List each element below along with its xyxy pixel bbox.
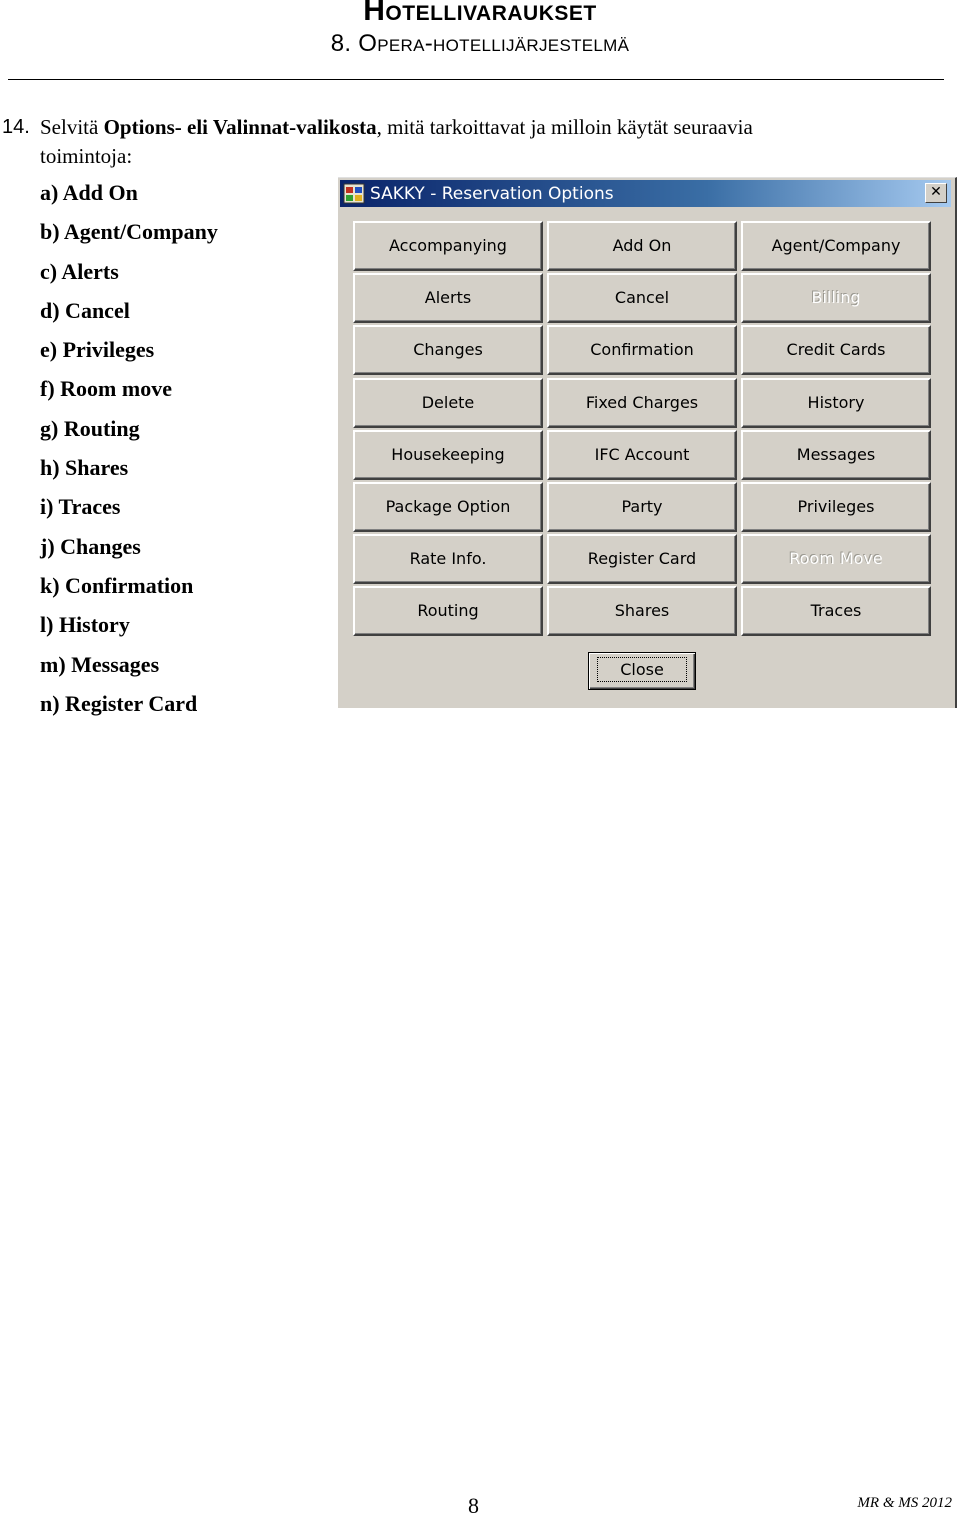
traces-button[interactable]: Traces: [741, 586, 931, 636]
question-number: 14.: [2, 116, 30, 138]
answer-item: n) Register Card: [40, 690, 198, 716]
add-on-button[interactable]: Add On: [547, 221, 737, 271]
register-card-button[interactable]: Register Card: [547, 534, 737, 584]
answer-item: j) Changes: [40, 533, 141, 559]
agent-company-button[interactable]: Agent/Company: [741, 221, 931, 271]
question-line-2: toimintoja:: [40, 144, 133, 168]
close-button-label: Close: [600, 660, 684, 679]
close-icon[interactable]: ✕: [925, 183, 947, 203]
messages-button[interactable]: Messages: [741, 430, 931, 480]
answer-item: i) Traces: [40, 494, 121, 520]
answer-item: f) Room move: [40, 376, 172, 402]
answer-item: g) Routing: [40, 415, 140, 441]
answer-item: m) Messages: [40, 651, 160, 677]
header-divider: [8, 79, 944, 80]
ifc-account-button[interactable]: IFC Account: [547, 430, 737, 480]
question-line-1: [40, 113, 753, 141]
housekeeping-button[interactable]: Housekeeping: [353, 430, 543, 480]
changes-button[interactable]: Changes: [353, 325, 543, 375]
fixed-charges-button[interactable]: Fixed Charges: [547, 378, 737, 428]
answer-list: [40, 177, 218, 727]
question-text-after: , mitä tarkoittavat ja milloin käytät seuraavia: [376, 115, 753, 139]
document-subtitle: 8. Opera-hotellijärjestelmä: [330, 30, 630, 57]
privileges-button[interactable]: Privileges: [741, 482, 931, 532]
answer-item: l) History: [40, 612, 130, 638]
history-button[interactable]: History: [741, 378, 931, 428]
cancel-button[interactable]: Cancel: [547, 273, 737, 323]
question-bold-text: Options- eli Valinnat-valikosta: [103, 115, 377, 139]
question-text-before: Selvitä: [40, 115, 104, 139]
accompanying-button[interactable]: Accompanying: [353, 221, 543, 271]
credit-cards-button[interactable]: Credit Cards: [741, 325, 931, 375]
answer-item: h) Shares: [40, 455, 129, 481]
dialog-title: SAKKY - Reservation Options: [370, 184, 614, 204]
party-button[interactable]: Party: [547, 482, 737, 532]
document-title: Hotellivaraukset: [363, 0, 597, 27]
close-button[interactable]: [588, 652, 696, 690]
footer-credit: MR & MS 2012: [857, 1495, 952, 1511]
room-move-button[interactable]: Room Move: [741, 534, 931, 584]
application-icon: [343, 183, 365, 204]
answer-item: a) Add On: [40, 180, 138, 205]
package-option-button[interactable]: Package Option: [353, 482, 543, 532]
rate-info-button[interactable]: Rate Info.: [353, 534, 543, 584]
alerts-button[interactable]: Alerts: [353, 273, 543, 323]
billing-button[interactable]: Billing: [741, 273, 931, 323]
answer-item: b) Agent/Company: [40, 219, 218, 245]
page-number: 8: [468, 1493, 479, 1518]
confirmation-button[interactable]: Confirmation: [547, 325, 737, 375]
answer-item: c) Alerts: [40, 258, 119, 284]
reservation-options-dialog: [338, 177, 957, 708]
delete-button[interactable]: Delete: [353, 378, 543, 428]
routing-button[interactable]: Routing: [353, 586, 543, 636]
dialog-titlebar[interactable]: [340, 180, 951, 207]
shares-button[interactable]: Shares: [547, 586, 737, 636]
answer-item: k) Confirmation: [40, 572, 194, 598]
answer-item: d) Cancel: [40, 297, 130, 323]
answer-item: e) Privileges: [40, 337, 155, 363]
